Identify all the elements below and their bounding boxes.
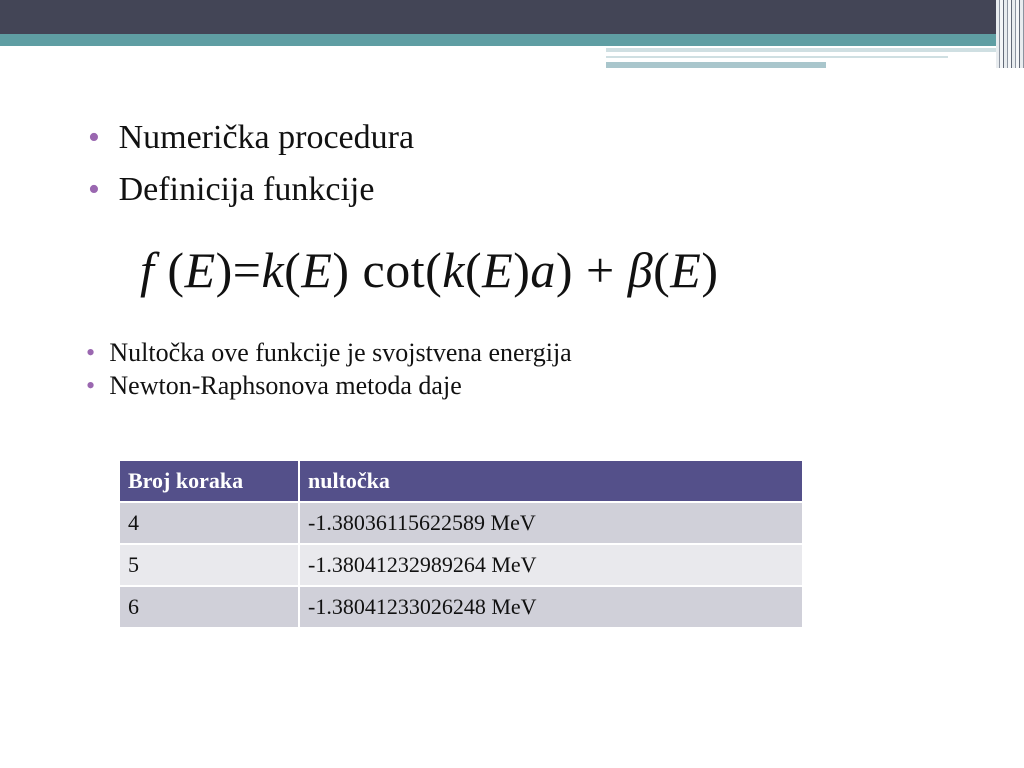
formula-f: f [140, 242, 155, 298]
formula-paren: ( [167, 242, 185, 298]
table-row [120, 502, 802, 544]
table-header-row [120, 461, 802, 502]
formula-E: E [301, 242, 333, 298]
formula-paren: ) [332, 242, 350, 298]
cell-root: -1.38036115622589 MeV [299, 502, 802, 544]
bullet-text: Newton-Raphsonova metoda daje [109, 371, 462, 400]
results-table [120, 461, 802, 627]
formula-paren: ( [653, 242, 671, 298]
decor-line [606, 62, 826, 68]
table-row [120, 544, 802, 586]
formula-paren: ( [425, 242, 443, 298]
formula-E: E [482, 242, 514, 298]
formula-beta: β [627, 242, 654, 298]
formula-E: E [670, 242, 702, 298]
bullet-text: Definicija funkcije [118, 171, 375, 208]
sub-bullet-list [86, 336, 572, 402]
formula-paren: ) [215, 242, 233, 298]
formula-paren: ( [284, 242, 302, 298]
bullet-dot-icon: • [86, 338, 96, 367]
cell-root: -1.38041232989264 MeV [299, 544, 802, 586]
formula-paren: ) [701, 242, 719, 298]
decor-line [606, 48, 1024, 52]
cell-root: -1.38041233026248 MeV [299, 586, 802, 627]
header-root: nultočka [299, 461, 802, 502]
formula-paren: ( [464, 242, 483, 298]
header-steps: Broj koraka [120, 461, 299, 502]
bullet-text: Nultočka ove funkcije je svojstvena energija [109, 338, 572, 367]
formula-k: k [442, 242, 465, 298]
cell-steps: 5 [120, 544, 299, 586]
bullet-item [86, 369, 572, 402]
formula-a: a [530, 242, 556, 298]
bullet-dot-icon: • [88, 119, 100, 156]
table-row [120, 586, 802, 627]
formula-plus: + [586, 242, 615, 298]
function-formula [140, 240, 718, 300]
decor-stripes [996, 0, 1024, 68]
formula-E: E [184, 242, 216, 298]
cell-steps: 6 [120, 586, 299, 627]
teal-band [0, 34, 1000, 46]
formula-equals: = [232, 242, 262, 298]
decor-line [606, 56, 948, 58]
bullet-text: Numerička procedura [118, 119, 415, 156]
formula-cot: cot [362, 242, 426, 298]
main-bullet-list [88, 112, 414, 216]
bullet-item [86, 336, 572, 369]
bullet-dot-icon: • [88, 171, 100, 208]
cell-steps: 4 [120, 502, 299, 544]
bullet-item [88, 112, 414, 164]
formula-paren: ) [513, 242, 531, 298]
top-bar [0, 0, 1024, 34]
formula-k: k [261, 242, 285, 298]
bullet-item [88, 164, 414, 216]
formula-paren: ) [555, 242, 573, 298]
bullet-dot-icon: • [86, 371, 96, 400]
